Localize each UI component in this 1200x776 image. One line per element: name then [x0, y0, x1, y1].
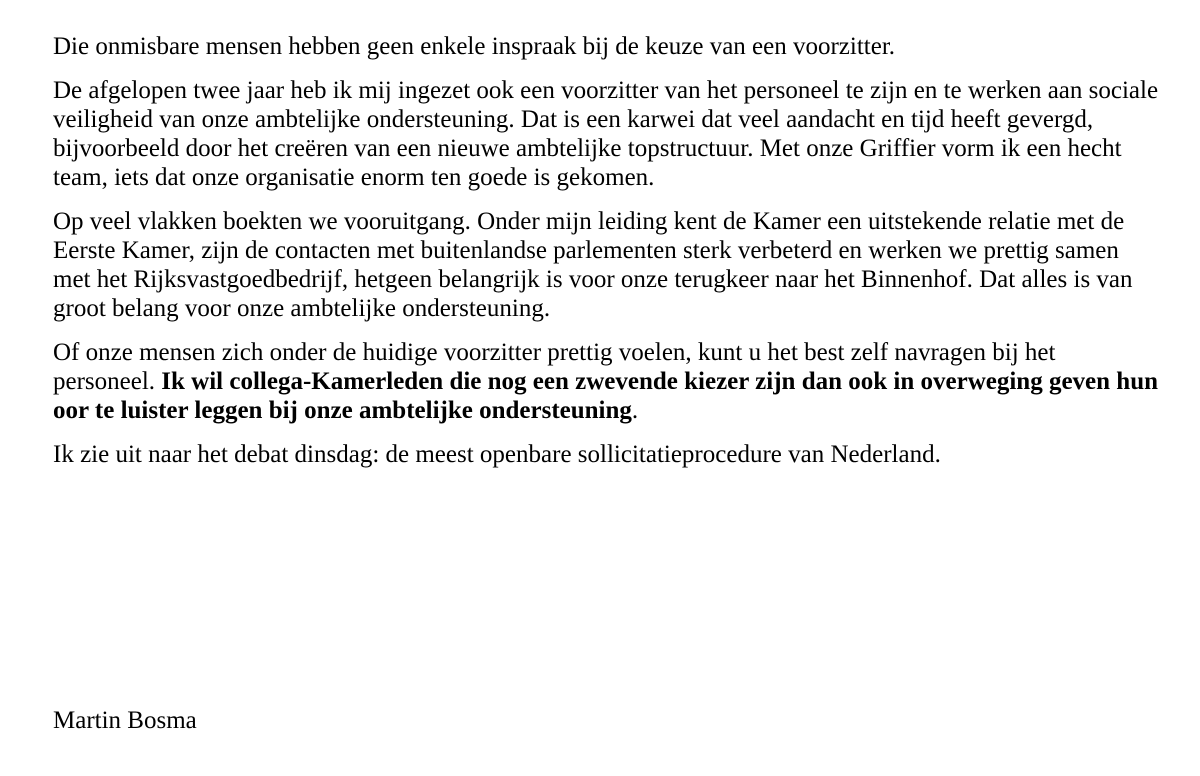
paragraph-2: De afgelopen twee jaar heb ik mij ingezet ook een voorzitter van het personeel te zijn en te werken aan sociale veiligheid van onze ambtelijke ondersteuning. Dat is een karwei dat veel aandacht en tijd heeft gevergd, bijvoorbeeld door het creëren van een nieuwe ambtelijke topstructuur. Met onze Griffier vorm ik een hecht team, iets dat onze organisatie enorm ten goede is gekomen.: [53, 77, 1159, 191]
paragraph-4-bold-text: Ik wil collega-Kamerleden die nog een zwevende kiezer zijn dan ook in overweging geven hun oor te luister leggen bij onze ambtelijke ondersteuning: [53, 368, 1159, 424]
paragraph-4: [53, 338, 1160, 425]
paragraph-3: Op veel vlakken boekten we vooruitgang. Onder mijn leiding kent de Kamer een uitstekende relatie met de Eerste Kamer, zijn de contacten met buitenlandse parlementen sterk verbeterd en werken we prettig samen met het Rijksvastgoedbedrijf, hetgeen belangrijk is voor onze terugkeer naar het Binnenhof. Dat alles is van groot belang voor onze ambtelijke ondersteuning.: [53, 208, 1133, 322]
paragraph-4-end: .: [631, 397, 639, 424]
paragraph-5: Ik zie uit naar het debat dinsdag: de meest openbare sollicitatieprocedure van Nederland.: [53, 441, 941, 468]
paragraph-4-text: Of onze mensen zich onder de huidige voorzitter prettig voelen, kunt u het best zelf navragen bij het personeel.: [53, 339, 1056, 395]
signature: Martin Bosma: [53, 707, 197, 734]
paragraph-1: Die onmisbare mensen hebben geen enkele inspraak bij de keuze van een voorzitter.: [53, 33, 896, 60]
